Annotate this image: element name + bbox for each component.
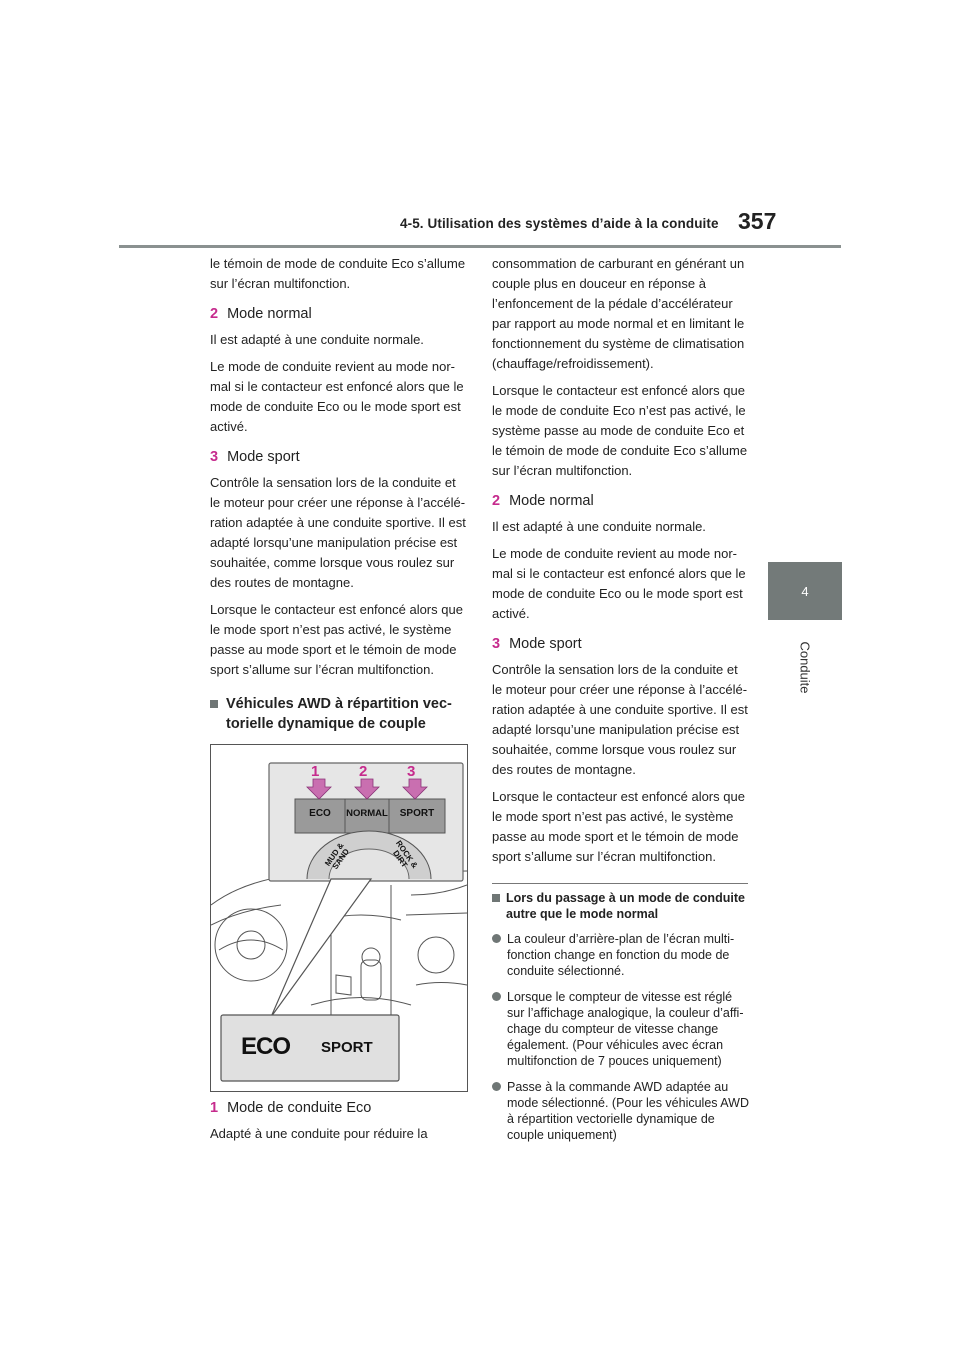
- chapter-label: Conduite: [797, 641, 813, 694]
- callout-1: 1: [311, 763, 320, 780]
- eco-button: ECO: [309, 808, 331, 819]
- list-item-text: La couleur d’arrière-plan de l’écran multi-fonction change en fonction du mode de conduite sélectionné.: [507, 932, 735, 978]
- list-item: [492, 931, 750, 979]
- heading-mode-sport: [492, 634, 750, 654]
- heading-text: Mode sport: [227, 449, 300, 465]
- heading-mode-normal: [492, 491, 750, 511]
- display-eco-indicator: ECO: [241, 1033, 291, 1060]
- heading-number: 2: [492, 493, 501, 509]
- paragraph: Le mode de conduite revient au mode nor-mal si le contacteur est enfoncé alors que le mode de conduite Eco ou le mode sport est activé.: [492, 546, 746, 621]
- callout-3: 3: [407, 763, 416, 780]
- heading-text: Mode sport: [509, 636, 582, 652]
- paragraph: Lorsque le contacteur est enfoncé alors que le mode sport n’est pas activé, le système passe au mode sport et le témoin de mode sport s’allume sur l’écran multifonction.: [492, 789, 745, 864]
- paragraph: Il est adapté à une conduite normale.: [210, 332, 424, 347]
- bullet-dot-icon: [492, 934, 501, 943]
- header-rule: [119, 245, 841, 248]
- normal-button: NORMAL: [346, 808, 388, 819]
- display-sport-indicator: SPORT: [321, 1039, 373, 1056]
- note-heading: [492, 890, 750, 922]
- list-item-text: Lorsque le compteur de vitesse est réglé sur l’affichage analogique, la couleur d’affi-chage du compteur de vitesse change également. (Pour véhicules avec écran multifonction de 7 pouces uniquement): [507, 990, 744, 1068]
- section-heading: [210, 694, 468, 734]
- page-number: 357: [738, 208, 777, 234]
- callout-2: 2: [359, 763, 368, 780]
- right-column: [492, 254, 750, 1153]
- paragraph: Contrôle la sensation lors de la conduite et le moteur pour créer une réponse à l’accélé-ration adaptée à une conduite sportive. Il est adapté lorsqu’une manipulation précise est souhaitée, comme lorsque vous roulez sur des routes de montagne.: [210, 475, 466, 590]
- chapter-tab: 4: [768, 562, 842, 620]
- list-item: [492, 1079, 750, 1143]
- heading-mode-normal: [210, 304, 468, 324]
- square-bullet-icon: [210, 700, 218, 708]
- paragraph: Le mode de conduite revient au mode nor-mal si le contacteur est enfoncé alors que le mode de conduite Eco ou le mode sport est activé.: [210, 359, 464, 434]
- heading-mode-eco: [210, 1098, 468, 1118]
- bullet-dot-icon: [492, 1082, 501, 1091]
- note-heading-text: Lors du passage à un mode de conduite autre que le mode normal: [506, 891, 745, 921]
- section-divider: [492, 883, 748, 884]
- square-bullet-icon: [492, 894, 500, 902]
- heading-text: Mode normal: [227, 306, 312, 322]
- left-column: [210, 254, 468, 1151]
- dial-label-rock-dirt: ROCK & DIRT: [391, 838, 420, 870]
- paragraph: Lorsque le contacteur est enfoncé alors que le mode de conduite Eco n’est pas activé, le système passe au mode de conduite Eco et le témoin de mode de conduite Eco s’allume sur l’écran multifonction.: [492, 383, 748, 478]
- heading-number: 2: [210, 306, 219, 322]
- heading-mode-sport: [210, 447, 468, 467]
- heading-number: 1: [210, 1100, 219, 1116]
- drive-mode-illustration: [210, 744, 468, 1092]
- heading-text: Mode de conduite Eco: [227, 1100, 372, 1116]
- list-item-text: Passe à la commande AWD adaptée au mode sélectionné. (Pour les véhicules AWD à répartition vectorielle dynamique de couple uniquement): [507, 1080, 750, 1142]
- heading-text: Mode normal: [509, 493, 594, 509]
- paragraph: Contrôle la sensation lors de la conduite et le moteur pour créer une réponse à l’accélé-ration adaptée à une conduite sportive. Il est adapté lorsqu’une manipulation précise est souhaitée, comme lorsque vous roulez sur des routes de montagne.: [492, 662, 748, 777]
- dial-label-mud-sand: MUD & SAND: [323, 841, 352, 871]
- header-title: 4-5. Utilisation des systèmes d’aide à la conduite: [400, 216, 719, 231]
- paragraph: Lorsque le contacteur est enfoncé alors que le mode sport n’est pas activé, le système passe au mode sport et le témoin de mode sport s’allume sur l’écran multifonction.: [210, 602, 463, 677]
- paragraph: Adapté à une conduite pour réduire la: [210, 1126, 428, 1141]
- bullet-dot-icon: [492, 992, 501, 1001]
- list-item: [492, 989, 750, 1069]
- paragraph: consommation de carburant en générant un couple plus en douceur en réponse à l’enfoncement de la pédale d’accélérateur par rapport au mode normal et en limitant le fonctionnement du système de climatisation (chauffage/refroidissement).: [492, 256, 745, 371]
- heading-number: 3: [492, 636, 501, 652]
- heading-number: 3: [210, 449, 219, 465]
- sport-button: SPORT: [399, 808, 435, 819]
- paragraph: le témoin de mode de conduite Eco s’allume sur l’écran multifonction.: [210, 256, 466, 291]
- paragraph: Il est adapté à une conduite normale.: [492, 519, 706, 534]
- section-heading-text: Véhicules AWD à répartition vec-torielle dynamique de couple: [226, 696, 452, 732]
